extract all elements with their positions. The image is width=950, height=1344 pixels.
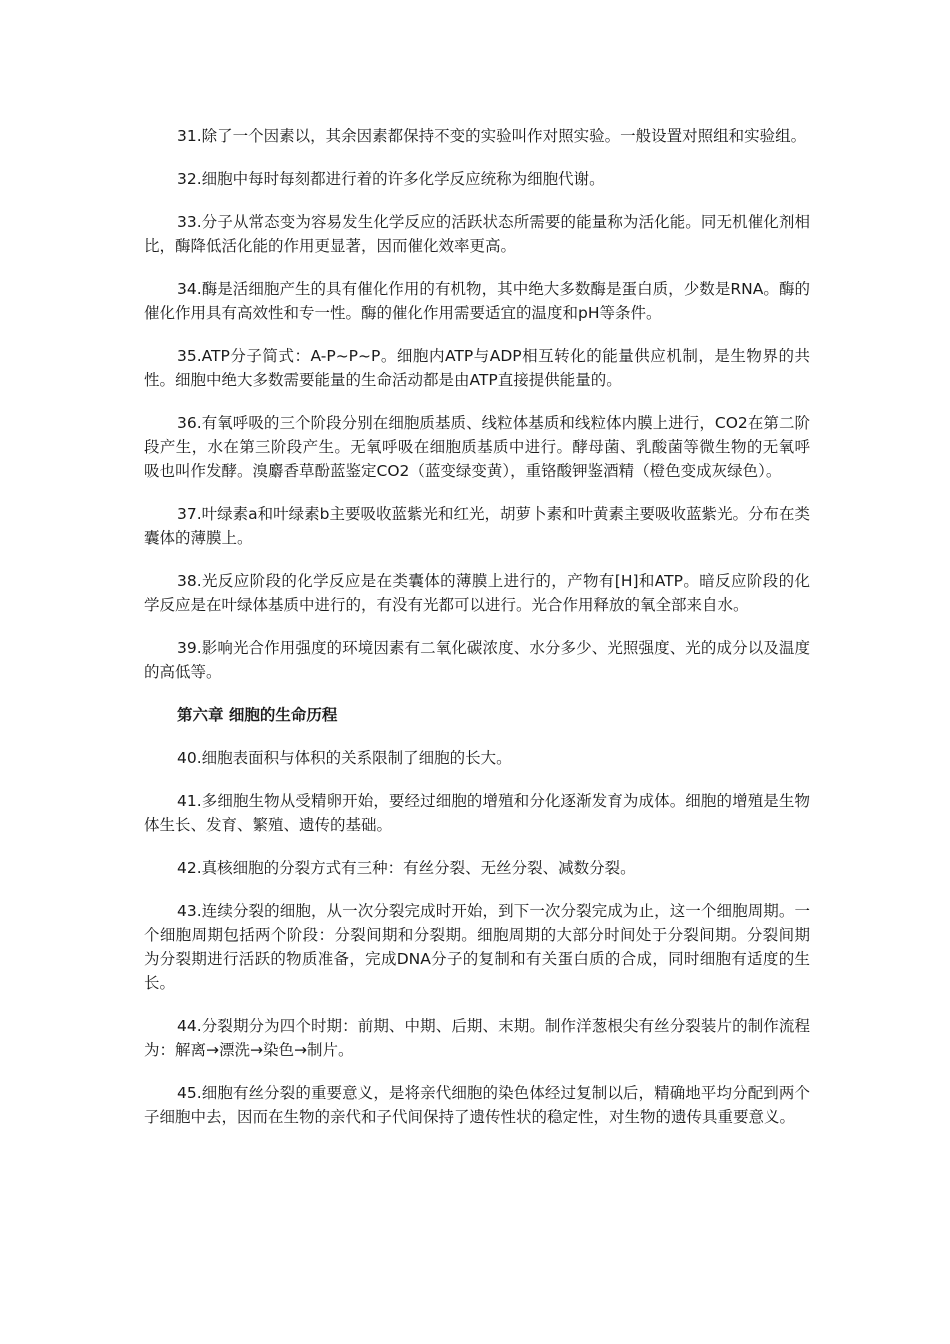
- paragraph-35: 35.ATP分子简式：A-P~P~P。细胞内ATP与ADP相互转化的能量供应机制，是生物界的共性。细胞中绝大多数需要能量的生命活动都是由ATP直接提供能量的。: [144, 347, 810, 389]
- paragraph-41: 41.多细胞生物从受精卵开始，要经过细胞的增殖和分化逐渐发育为成体。细胞的增殖是生物体生长、发育、繁殖、遗传的基础。: [144, 792, 810, 834]
- paragraph-34: 34.酶是活细胞产生的具有催化作用的有机物，其中绝大多数酶是蛋白质，少数是RNA。酶的催化作用具有高效性和专一性。酶的催化作用需要适宜的温度和pH等条件。: [144, 280, 810, 322]
- paragraph-37: 37.叶绿素a和叶绿素b主要吸收蓝紫光和红光，胡萝卜素和叶黄素主要吸收蓝紫光。分布在类囊体的薄膜上。: [144, 505, 810, 547]
- paragraph-43: 43.连续分裂的细胞，从一次分裂完成时开始，到下一次分裂完成为止，这一个细胞周期。一个细胞周期包括两个阶段：分裂间期和分裂期。细胞周期的大部分时间处于分裂间期。分裂间期为分裂期进行活跃的物质准备，完成DNA分子的复制和有关蛋白质的合成，同时细胞有适度的生长。: [144, 902, 810, 992]
- chapter-heading: 第六章 细胞的生命历程: [177, 706, 338, 724]
- paragraph-33: 33.分子从常态变为容易发生化学反应的活跃状态所需要的能量称为活化能。同无机催化剂相比，酶降低活化能的作用更显著，因而催化效率更高。: [144, 213, 810, 255]
- paragraph-40: 40.细胞表面积与体积的关系限制了细胞的长大。: [177, 749, 512, 767]
- paragraph-36: 36.有氧呼吸的三个阶段分别在细胞质基质、线粒体基质和线粒体内膜上进行，CO2在第二阶段产生，水在第三阶段产生。无氧呼吸在细胞质基质中进行。酵母菌、乳酸菌等微生物的无氧呼吸也叫作发酵。溴麝香草酚蓝鉴定CO2（蓝变绿变黄），重铬酸钾鉴酒精（橙色变成灰绿色）。: [144, 414, 810, 480]
- paragraph-42: 42.真核细胞的分裂方式有三种：有丝分裂、无丝分裂、减数分裂。: [177, 859, 636, 877]
- paragraph-38: 38.光反应阶段的化学反应是在类囊体的薄膜上进行的，产物有[H]和ATP。暗反应阶段的化学反应是在叶绿体基质中进行的，有没有光都可以进行。光合作用释放的氧全部来自水。: [144, 572, 810, 614]
- paragraph-44: 44.分裂期分为四个时期：前期、中期、后期、末期。制作洋葱根尖有丝分裂装片的制作流程为：解离→漂洗→染色→制片。: [144, 1017, 810, 1059]
- paragraph-45: 45.细胞有丝分裂的重要意义，是将亲代细胞的染色体经过复制以后，精确地平均分配到两个子细胞中去，因而在生物的亲代和子代间保持了遗传性状的稳定性，对生物的遗传具重要意义。: [144, 1084, 810, 1126]
- paragraph-39: 39.影响光合作用强度的环境因素有二氧化碳浓度、水分多少、光照强度、光的成分以及温度的高低等。: [144, 639, 810, 681]
- paragraph-32: 32.细胞中每时每刻都进行着的许多化学反应统称为细胞代谢。: [177, 170, 605, 188]
- paragraph-31: 31.除了一个因素以，其余因素都保持不变的实验叫作对照实验。一般设置对照组和实验组。: [177, 127, 807, 145]
